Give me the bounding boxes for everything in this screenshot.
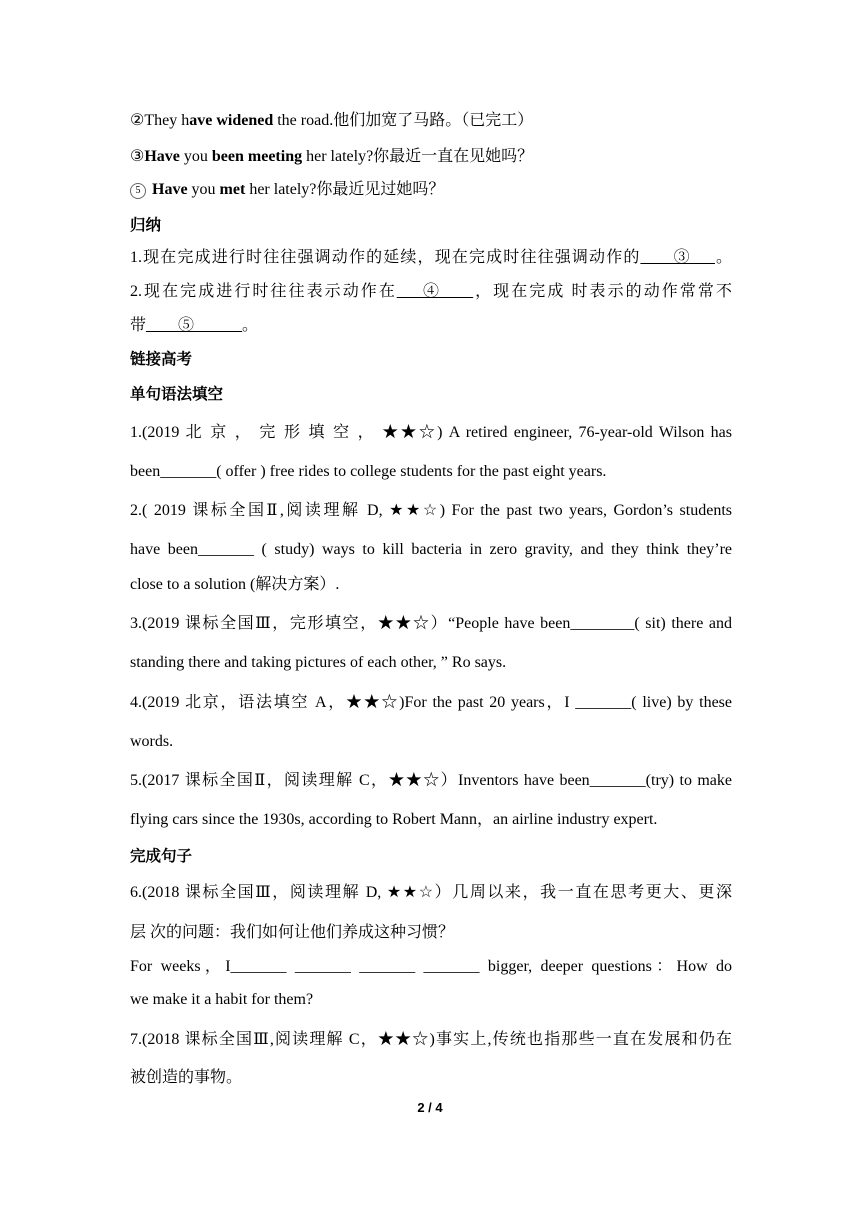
example-2-bold: ave widened (189, 112, 274, 129)
example-3-bold-verb: been meeting (211, 148, 303, 165)
question-5-line-1: 5.(2017 课标全国Ⅱ，阅读理解 C，★★☆）Inventors have been_______(try) to make (130, 772, 732, 789)
question-5-line-2: flying cars since the 1930s, according to Robert Mann，an airline industry expert. (130, 811, 658, 828)
example-2 (130, 111, 732, 131)
question-2-line-1: 2.( 2019 课标全国Ⅱ,阅读理解 D, ★★☆) For the past two years, Gordon’s students (130, 502, 732, 519)
question-6-line-2: 层 次的问题：我们如何让他们养成这种习惯？ (130, 924, 455, 941)
page-number: 2 / 4 (417, 1100, 443, 1115)
example-3 (130, 147, 732, 167)
summary-item-1-end: 。 (714, 249, 732, 266)
question-1-line-2: been_______( offer ) free rides to college students for the past eight years. (130, 463, 607, 480)
question-7-line-1: 7.(2018 课标全国Ⅲ,阅读理解 C，★★☆)事实上,传统也指那些一直在发展和仍在 (130, 1031, 732, 1048)
example-5-bold-have: Have (152, 181, 188, 198)
summary-item-2-line-2-end: 。 (242, 317, 259, 334)
summary-item-2-text: 2.现在完成进行时往往表示动作在 (130, 283, 397, 300)
example-2-text: ②They h (130, 112, 190, 129)
question-1-line-1: 1.(2019 北 京 ， 完 形 填 空 ， ★★☆) A retired engineer, 76-year-old Wilson has (130, 424, 732, 441)
summary-item-2-line-1 (130, 282, 732, 302)
example-5 (130, 180, 732, 200)
question-4-line-2: words. (130, 733, 174, 750)
blank-3: ____③___ (640, 249, 715, 266)
question-2-line-2: have been_______ ( study) ways to kill bacteria in zero gravity, and they think they’re (130, 541, 732, 558)
blank-4: ___④____ (396, 283, 474, 300)
summary-heading: 归纳 (130, 216, 162, 234)
summary-item-2-line-2-text: 带 (130, 317, 147, 334)
summary-item-1-text: 1.现在完成进行时往往强调动作的延续，现在完成时往往强调动作的 (130, 249, 641, 266)
question-6-line-1: 6.(2018 课标全国Ⅲ，阅读理解 D, ★★☆）几周以来，我一直在思考更大、更深 (130, 884, 732, 901)
question-2-line-3: close to a solution (解决方案）. (130, 576, 340, 593)
example-3-bold-have: Have (144, 148, 180, 165)
example-3-text: you (179, 148, 212, 165)
summary-item-2-text-end: ，现在完成 时表示的动作常常不 (473, 283, 732, 300)
circled-number-5: 5 (130, 183, 146, 199)
question-6-line-3: For weeks，I_______ _______ _______ _______ bigger, deeper questions：How do (130, 958, 732, 975)
question-4-line-1: 4.(2019 北京，语法填空 A，★★☆)For the past 20 years，I _______( live) by these (130, 694, 732, 711)
summary-item-1 (130, 248, 732, 268)
blank-5: ____⑤______ (146, 317, 243, 334)
section-heading-link: 链接高考 (130, 350, 193, 368)
question-6-line-4: we make it a habit for them? (130, 991, 314, 1008)
summary-item-2-line-2 (130, 316, 732, 336)
question-3-line-2: standing there and taking pictures of each other, ” Ro says. (130, 654, 507, 671)
question-7-line-2: 被创造的事物。 (130, 1069, 243, 1086)
question-3-line-1: 3.(2019 课标全国Ⅲ，完形填空，★★☆）“People have been________( sit) there and (130, 615, 732, 632)
section-heading-complete: 完成句子 (130, 847, 193, 865)
example-5-text: you (187, 181, 220, 198)
example-2-translation: the road.他们加宽了马路。（已完工） (273, 112, 534, 129)
example-3-marker: ③ (130, 148, 145, 165)
example-3-translation: her lately?你最近一直在见她吗？ (302, 148, 534, 165)
example-5-bold-verb: met (219, 181, 246, 198)
example-5-translation: her lately?你最近见过她吗？ (245, 181, 445, 198)
section-heading-fill: 单句语法填空 (130, 385, 224, 403)
